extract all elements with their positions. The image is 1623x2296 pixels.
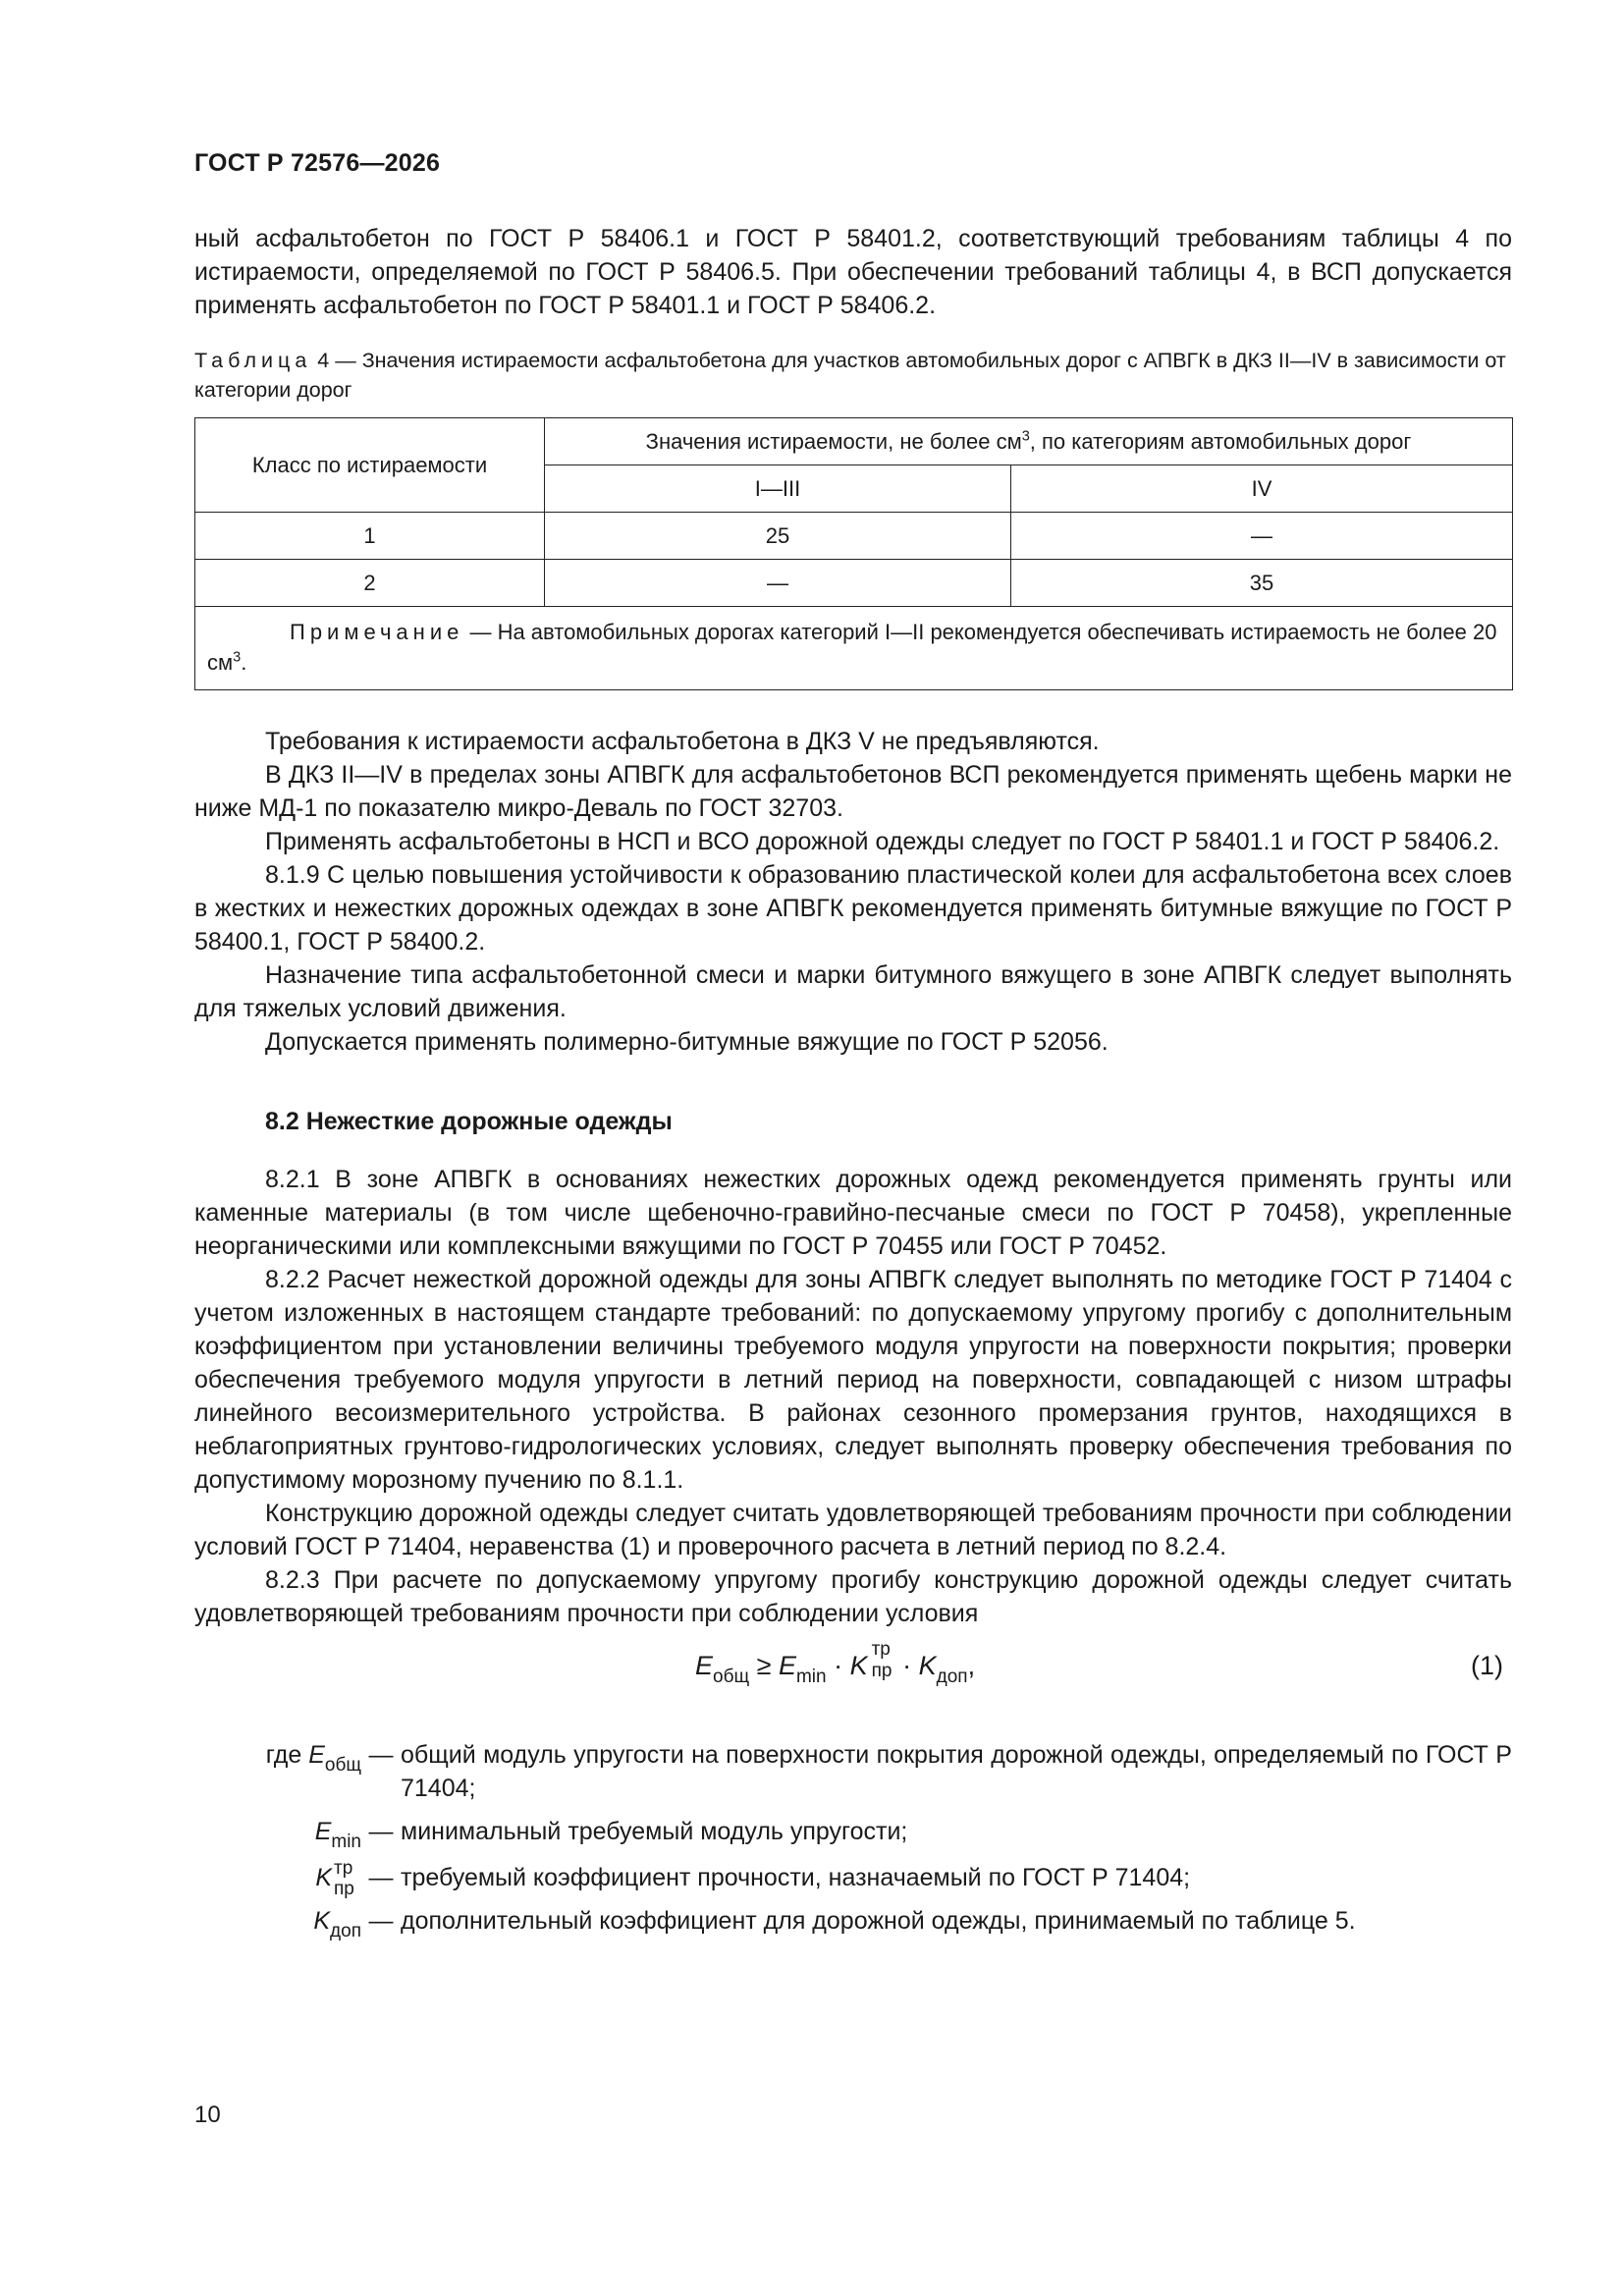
formula-k-pr: K — [849, 1651, 868, 1680]
def-sym-sub: пр — [334, 1879, 354, 1900]
def-sym-sub: общ — [324, 1755, 361, 1776]
definitions-list — [194, 1738, 1512, 1950]
def-text: общий модуль упругости на поверхности покрытия дорожной одежды, определяемый по ГОСТ Р 71404; — [401, 1741, 1512, 1802]
note-sup: 3 — [233, 649, 242, 666]
def-where: где — [265, 1741, 309, 1769]
header-values-tail: , по категориям автомобильных дорог — [1029, 428, 1412, 454]
table-caption-word: Таблица — [194, 349, 312, 372]
definition-item — [194, 1815, 1512, 1851]
formula-k-pr-sub: пр — [871, 1660, 893, 1681]
formula-1 — [695, 1638, 976, 1687]
paragraph: Конструкцию дорожной одежды следует считать удовлетворяющей требованиям прочности при соблюдении условий ГОСТ Р 71404, неравенства (1) и проверочного расчета в летний период по 8.2.4. — [194, 1500, 1512, 1560]
def-dash: — — [368, 1741, 394, 1769]
paragraph: Допускается применять полимерно-битумные вяжущие по ГОСТ Р 52056. — [265, 1028, 1109, 1056]
def-sym-sub: доп — [330, 1921, 361, 1941]
formula-dot-2: · — [894, 1651, 919, 1680]
def-sym-letter: K — [315, 1864, 332, 1891]
formula-e-min: E — [778, 1651, 796, 1680]
formula-e-obsh: E — [695, 1651, 714, 1680]
header-class-cell — [195, 418, 545, 513]
def-text: требуемый коэффициент прочности, назначаемый по ГОСТ Р 71404; — [401, 1864, 1191, 1891]
table-caption-text: 4 — Значения истираемости асфальтобетона для участков автомобильных дорог с АПВГК в ДКЗ II—IV в зависимости от категории дорог — [194, 349, 1506, 402]
def-symbol — [194, 1815, 361, 1851]
def-sym-letter: E — [314, 1818, 332, 1845]
paragraph: В ДКЗ II—IV в пределах зоны АПВГК для асфальтобетонов ВСП рекомендуется применять щебень марки не ниже МД-1 по показателю микро-Деваль по ГОСТ 32703. — [194, 761, 1512, 822]
paragraph: Применять асфальтобетоны в НСП и ВСО дорожной одежды следует по ГОСТ Р 58401.1 и ГОСТ Р 58406.2. — [265, 828, 1500, 855]
table-note-row — [195, 607, 1513, 690]
def-sym-sup: тр — [334, 1858, 353, 1880]
table-4 — [194, 417, 1513, 690]
page-number: 10 — [194, 2102, 221, 2128]
section-title: 8.2 Нежесткие дорожные одежды — [265, 1108, 673, 1135]
formula-e-min-sub: min — [795, 1667, 827, 1687]
subheader-cat-1-3: I—III — [545, 465, 1011, 513]
formula-dot-1: · — [826, 1651, 850, 1680]
paragraph: Назначение типа асфальтобетонной смеси и марки битумного вяжущего в зоне АПВГК следует выполнять для тяжелых условий движения. — [194, 961, 1512, 1022]
paragraph: Требования к истираемости асфальтобетона в ДКЗ V не предъявляются. — [265, 728, 1100, 755]
definition-item — [194, 1904, 1512, 1941]
formula-e-obsh-sub: общ — [713, 1667, 750, 1687]
row-2-value-1: — — [545, 560, 1011, 607]
intro-text: ный асфальтобетон по ГОСТ Р 58406.1 и ГОСТ Р 58401.2, соответствующий требованиям таблицы 4 по истираемости, определяемой по ГОСТ Р 58406.5. При обеспечении требований таблицы 4, в ВСП допускается применять асфальтобетон по ГОСТ Р 58401.1 и ГОСТ Р 58406.2. — [194, 225, 1512, 319]
formula-k-dop: K — [918, 1651, 937, 1680]
row-1-value-2: — — [1011, 513, 1513, 560]
paragraph-block-1 — [194, 725, 1512, 1059]
equation-number: (1) — [1471, 1651, 1503, 1680]
formula-k-pr-sup: тр — [871, 1638, 891, 1660]
header-values-label: Значения истираемости, не более см — [645, 428, 1022, 454]
def-sym-letter: E — [308, 1741, 325, 1769]
table-4-caption — [194, 346, 1512, 405]
paragraph: 8.2.2 Расчет нежесткой дорожной одежды для зоны АПВГК следует выполнять по методике ГОСТ Р 71404 с учетом изложенных в настоящем стандарте требований: по допускаемому упругому прогибу с дополнительным коэффициентом при установлении величины требуемого модуля упругости на поверхности покрытия; проверки обеспечения требуемого модуля упругости в летний период на поверхности, совпадающей с низом штрафы линейного весоизмерительного устройства. В районах сезонного промерзания грунтов, находящихся в неблагоприятных грунтово-гидрологических условиях, следует выполнять проверку обеспечения требования по допустимому морозному пучению по 8.1.1. — [194, 1266, 1512, 1494]
def-dash: — — [368, 1907, 394, 1935]
def-dash: — — [368, 1818, 394, 1845]
header-class-label: Класс по истираемости — [251, 452, 488, 477]
def-sym-letter: K — [313, 1907, 331, 1935]
table-row — [195, 560, 1513, 607]
formula-geq: ≥ — [749, 1651, 779, 1680]
row-1-value-1: 25 — [545, 513, 1011, 560]
def-symbol — [194, 1858, 361, 1900]
row-1-class: 1 — [195, 513, 545, 560]
def-text: минимальный требуемый модуль упругости; — [401, 1818, 908, 1845]
def-text: дополнительный коэффициент для дорожной одежды, принимаемый по таблице 5. — [401, 1907, 1356, 1935]
row-2-class: 2 — [195, 560, 545, 607]
formula-comma: , — [967, 1651, 976, 1680]
note-word: Примечание — [290, 620, 464, 644]
header-values-cell — [545, 418, 1513, 465]
document-header: ГОСТ Р 72576—2026 — [194, 149, 441, 177]
intro-paragraph — [194, 222, 1512, 322]
table-note — [195, 607, 1513, 690]
header-values-sup: 3 — [1021, 428, 1030, 445]
paragraph: 8.1.9 С целью повышения устойчивости к образованию пластической колеи для асфальтобетона всех слоев в жестких и нежестких дорожных одеждах в зоне АПВГК рекомендуется применять битумные вяжущие по ГОСТ Р 58400.1, ГОСТ Р 58400.2. — [194, 861, 1512, 956]
definition-item — [194, 1738, 1512, 1805]
row-2-value-2: 35 — [1011, 560, 1513, 607]
def-sym-sub: min — [331, 1831, 361, 1852]
table-row — [195, 513, 1513, 560]
paragraph-block-2 — [194, 1163, 1512, 1630]
def-symbol — [194, 1738, 361, 1805]
definition-item — [194, 1858, 1512, 1900]
formula-k-dop-sub: доп — [936, 1667, 968, 1687]
paragraph: 8.2.3 При расчете по допускаемому упругому прогибу конструкцию дорожной одежды следует считать удовлетворяющей требованиям прочности при соблюдении условия — [194, 1566, 1512, 1627]
subheader-cat-4: IV — [1011, 465, 1513, 513]
note-end: . — [241, 650, 247, 675]
def-symbol — [194, 1904, 361, 1941]
def-dash: — — [368, 1864, 394, 1891]
paragraph: 8.2.1 В зоне АПВГК в основаниях нежестких дорожных одежд рекомендуется применять грунты или каменные материалы (в том числе щебеночно-гравийно-песчаные смеси по ГОСТ Р 70458), укрепленные неорганическими или комплексными вяжущими по ГОСТ Р 70455 или ГОСТ Р 70452. — [194, 1166, 1512, 1260]
note-text: — На автомобильных дорогах категорий I—II рекомендуется обеспечивать истираемость не более 20 см — [207, 620, 1497, 675]
